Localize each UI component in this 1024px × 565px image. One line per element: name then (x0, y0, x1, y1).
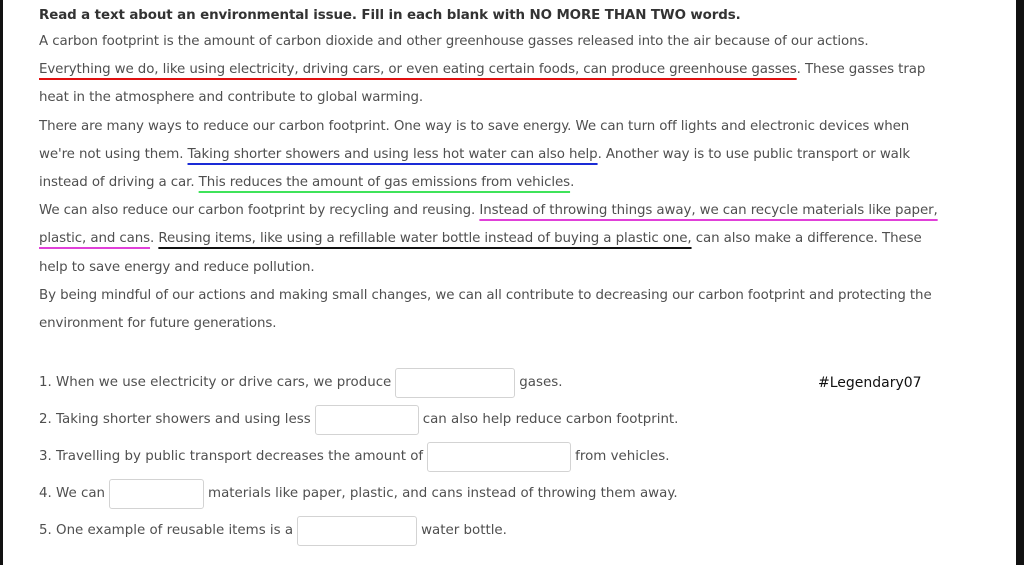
answer-input-2[interactable] (315, 405, 419, 435)
underlined-sentence-green: This reduces the amount of gas emissions from vehicles (198, 175, 571, 191)
question-3 (39, 440, 939, 473)
underlined-sentence-black: Reusing items, like using a refillable water bottle instead of buying a plastic one, (158, 231, 692, 247)
right-border (1016, 0, 1024, 565)
question-list (39, 366, 939, 551)
question-4 (39, 477, 939, 510)
paragraph-text: can also make a difference. These help to save energy and reduce pollution. (39, 231, 922, 275)
question-1 (39, 366, 939, 399)
paragraph-4: By being mindful of our actions and making small changes, we can all contribute to decreasing our carbon footprint and protecting the environment for future generations. (39, 287, 932, 332)
question-text-after: from vehicles. (575, 449, 670, 464)
paragraph-text: We can also reduce our carbon footprint by recycling and reusing. (39, 203, 480, 219)
underlined-sentence-blue: Taking shorter showers and using less hot water can also help (187, 146, 598, 162)
paragraph-text: . (570, 175, 575, 191)
question-text-after: materials like paper, plastic, and cans instead of throwing them away. (208, 486, 678, 501)
paragraph-3 (39, 197, 939, 282)
question-text: 3. Travelling by public transport decreases the amount of (39, 449, 424, 464)
question-5 (39, 514, 939, 547)
answer-input-4[interactable] (109, 479, 204, 509)
question-2 (39, 403, 939, 436)
underlined-sentence-pink: Instead of throwing things away, we can recycle materials like paper, plastic, and cans (39, 203, 938, 247)
underlined-sentence-red: Everything we do, like using electricity, driving cars, or even eating certain foods, can produce greenhouse gasses (39, 62, 797, 78)
question-text-after: water bottle. (421, 523, 507, 538)
paragraph-text: . These gasses trap heat in the atmosphere and contribute to global warming. (39, 62, 926, 106)
answer-input-1[interactable] (395, 368, 515, 398)
question-text: 2. Taking shorter showers and using less (39, 412, 311, 427)
question-text-after: can also help reduce carbon footprint. (422, 412, 679, 427)
instruction-heading: Read a text about an environmental issue. Fill in each blank with NO MORE THAN TWO words. (39, 8, 741, 23)
answer-input-5[interactable] (297, 516, 417, 546)
paragraph-2 (39, 113, 939, 198)
paragraph-text: . Another way is to use public transport or walk instead of driving a car. (39, 146, 911, 191)
question-text-after: gases. (519, 375, 563, 390)
question-text: 1. When we use electricity or drive cars, we produce (39, 375, 392, 390)
reading-passage (39, 4, 939, 338)
left-border (0, 0, 3, 565)
paragraph-1 (39, 28, 939, 113)
answer-input-3[interactable] (427, 442, 571, 472)
paragraph-text: There are many ways to reduce our carbon footprint. One way is to save energy. We can turn off lights and electronic devices when we're not using them. (39, 118, 910, 162)
question-text: 5. One example of reusable items is a (39, 523, 294, 538)
watermark-tag: #Legendary07 (818, 375, 922, 391)
paragraph-text: . (150, 231, 159, 247)
paragraph-text: A carbon footprint is the amount of carbon dioxide and other greenhouse gasses released into the air because of our actions. (39, 34, 869, 49)
question-text: 4. We can (39, 486, 106, 501)
